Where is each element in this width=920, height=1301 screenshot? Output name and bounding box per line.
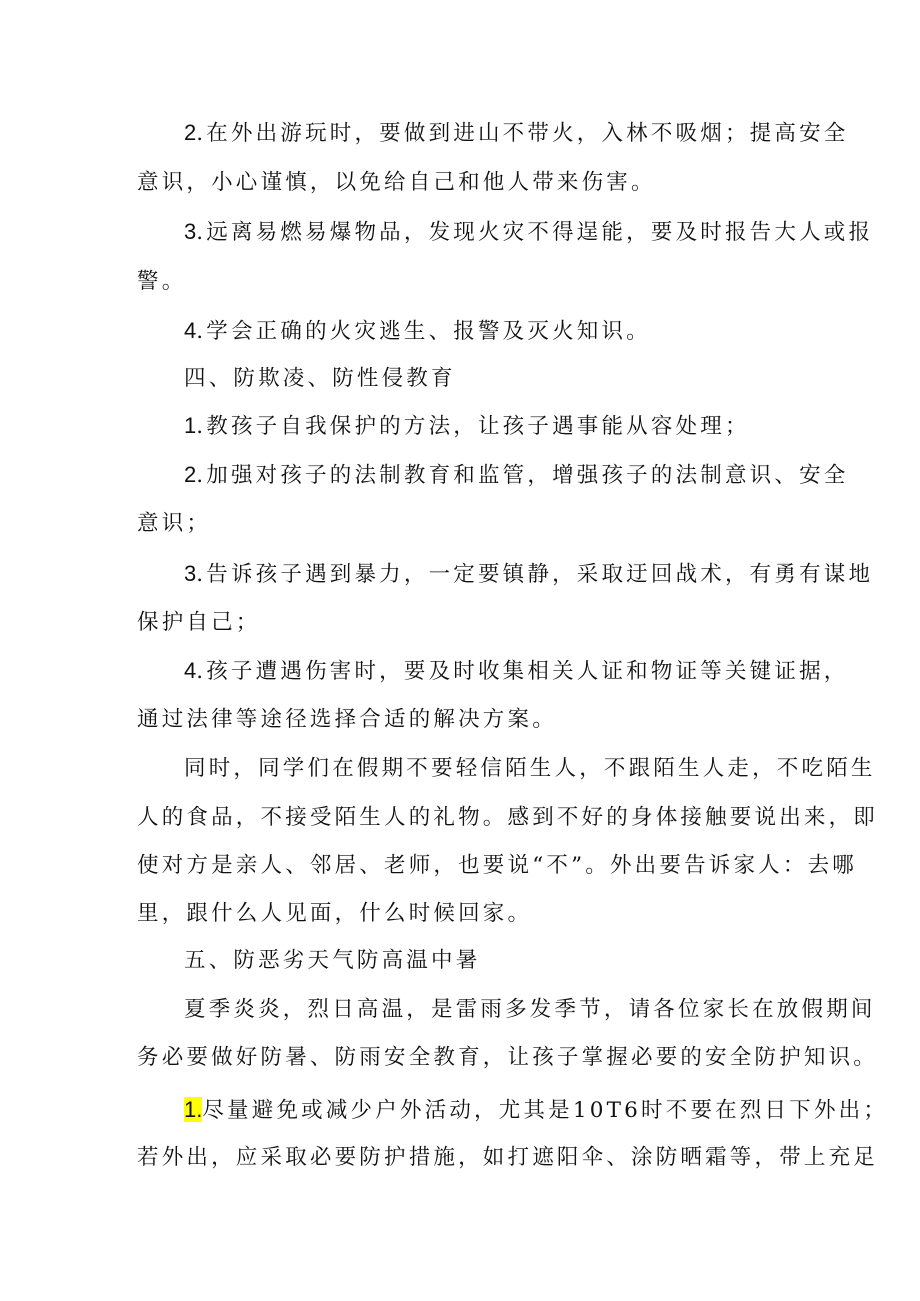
paragraph-line: [184, 411, 750, 442]
paragraph-line: [137, 509, 211, 539]
line-text: 意识，小心谨慎，以免给自己和他人带来伤害。: [137, 170, 656, 195]
line-text: 若外出，应采取必要防护措施，如打遮阳伞、涂防晒霜等，带上充足: [137, 1145, 879, 1170]
line-text: .远离易燃易爆物品，发现火灾不得逞能，要及时报告大人或报: [196, 220, 874, 245]
paragraph-line: [184, 995, 876, 1025]
paragraph-line: [137, 1043, 878, 1073]
list-number: 4: [184, 318, 197, 343]
line-text: .学会正确的火灾逃生、报警及灭火知识。: [196, 319, 651, 344]
paragraph-line: [184, 460, 849, 491]
list-number: 3: [184, 561, 197, 586]
paragraph-line: [137, 803, 878, 833]
line-text: .在外出游玩时，要做到进山不带火，入林不吸烟；提高安全: [196, 121, 849, 146]
paragraph-line: [137, 608, 261, 638]
section-heading: [184, 946, 480, 976]
heading-text: 四、防欺凌、防性侵教育: [184, 366, 456, 391]
line-text: 夏季炎炎，烈日高温，是雷雨多发季节，请各位家长在放假期间: [184, 997, 876, 1022]
list-number: 3: [184, 219, 197, 244]
paragraph-line: [137, 1143, 878, 1173]
line-text: 使对方是亲人、邻居、老师，也要说“不”。外出要告诉家人：去哪: [137, 853, 857, 878]
paragraph-line: [184, 1095, 888, 1126]
line-text: 务必要做好防暑、防雨安全教育，让孩子掌握必要的安全防护知识。: [137, 1045, 879, 1070]
line-text: .教孩子自我保护的方法，让孩子遇事能从容处理；: [196, 414, 750, 439]
paragraph-line: [184, 559, 873, 590]
paragraph-line: [184, 754, 876, 784]
list-number: 1: [184, 413, 197, 438]
line-text: 同时，同学们在假期不要轻信陌生人，不跟陌生人走，不吃陌生: [184, 756, 876, 781]
line-text: 通过法律等途径选择合适的解决方案。: [137, 707, 557, 732]
line-text: 意识；: [137, 511, 212, 536]
paragraph-line: [184, 118, 849, 149]
line-text: .加强对孩子的法制教育和监管，增强孩子的法制意识、安全: [196, 463, 849, 488]
line-text: .孩子遭遇伤害时，要及时收集相关人证和物证等关键证据，: [196, 659, 849, 684]
paragraph-line: [184, 316, 651, 347]
paragraph-line: [137, 899, 532, 929]
paragraph-line: [137, 851, 857, 881]
paragraph-line: [137, 267, 186, 297]
paragraph-line: [137, 705, 557, 735]
paragraph-line: [137, 168, 656, 198]
paragraph-line: [184, 656, 849, 687]
list-number: 2: [184, 462, 197, 487]
line-text: 尽量避免或减少户外活动，尤其是10T6时不要在烈日下外出；: [202, 1098, 889, 1123]
highlighted-list-number: 1.: [184, 1097, 203, 1122]
list-number: 4: [184, 658, 197, 683]
line-text: 保护自己；: [137, 610, 261, 635]
heading-text: 五、防恶劣天气防高温中暑: [184, 948, 481, 973]
list-number: 2: [184, 120, 197, 145]
section-heading: [184, 364, 456, 394]
line-text: 人的食品，不接受陌生人的礼物。感到不好的身体接触要说出来，即: [137, 805, 879, 830]
line-text: 里，跟什么人见面，什么时候回家。: [137, 901, 533, 926]
line-text: 警。: [137, 269, 187, 294]
paragraph-line: [184, 217, 873, 248]
line-text: .告诉孩子遇到暴力，一定要镇静，采取迂回战术，有勇有谋地: [196, 562, 874, 587]
